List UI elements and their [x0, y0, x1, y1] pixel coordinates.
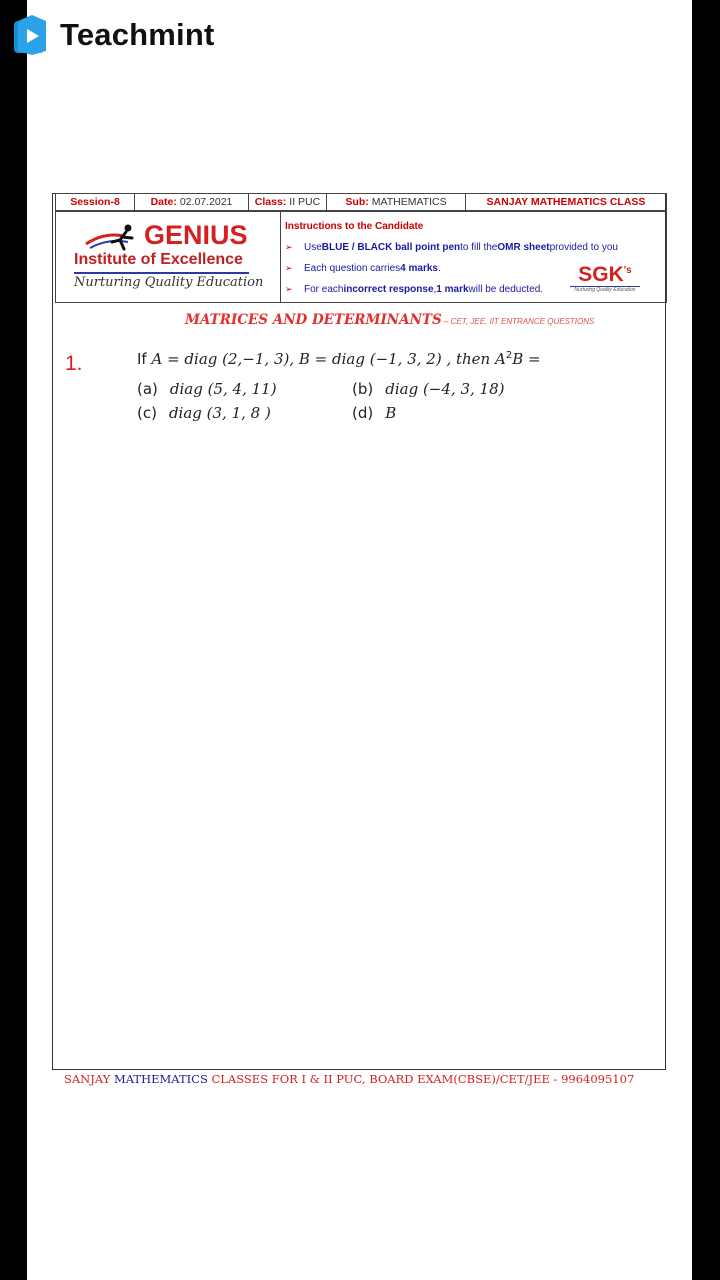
footer-contact: SANJAY MATHEMATICS CLASSES FOR I & II PUC, BOARD EXAM(CBSE)/CET/JEE - 9964095107: [64, 1072, 635, 1086]
institute-logo: [56, 212, 281, 302]
option-b: (b) diag (−4, 3, 18): [352, 380, 505, 398]
session-cell: Session-8: [55, 193, 134, 211]
instructions-panel: [284, 212, 664, 302]
arrow-bullet-icon: ➢: [285, 242, 293, 252]
runner-icon: [84, 222, 142, 252]
header-row: [55, 193, 667, 211]
option-c: (c) diag (3, 1, 8 ): [137, 404, 271, 422]
institute-name: GENIUS: [144, 220, 248, 250]
institute-subtitle: Institute of Excellence: [74, 251, 243, 268]
instruction-item: ➢ Each question carries 4 marks .: [285, 263, 441, 274]
instruction-item: ➢ Use BLUE / BLACK ball point pen to fill the OMR sheet provided to you: [285, 242, 618, 253]
question-number: 1.: [65, 352, 83, 375]
subject-cell: Sub: MATHEMATICS: [326, 193, 465, 211]
option-a: (a) diag (5, 4, 11): [137, 380, 277, 398]
teachmint-logo[interactable]: [10, 8, 242, 62]
teachmint-logo-icon: [12, 15, 52, 55]
date-cell: Date: 02.07.2021: [134, 193, 248, 211]
org-cell: SANJAY MATHEMATICS CLASS: [465, 193, 667, 211]
arrow-bullet-icon: ➢: [285, 263, 293, 273]
sgk-logo: $SGK^{'s}$ Nurturing Quality Education: [570, 260, 640, 293]
institute-underline: [74, 272, 249, 274]
info-block: [55, 211, 667, 303]
teachmint-logo-text: Teachmint: [60, 17, 215, 52]
instructions-title: Instructions to the Candidate: [285, 221, 424, 232]
instruction-item: ➢ For each incorrect response , 1 mark will be deducted.: [285, 284, 544, 295]
institute-tagline: Nurturing Quality Education: [74, 275, 264, 290]
class-cell: Class: II PUC: [248, 193, 326, 211]
option-d: (d) B: [352, 404, 397, 422]
arrow-bullet-icon: ➢: [285, 284, 293, 294]
question-text: If A = diag (2,−1, 3), B = diag (−1, 3, 2) , then $A^2B$ =: [137, 350, 541, 368]
topic-heading: MATRICES AND DETERMINANTS – CET, JEE, IIT ENTRANCE QUESTIONS: [185, 312, 595, 328]
